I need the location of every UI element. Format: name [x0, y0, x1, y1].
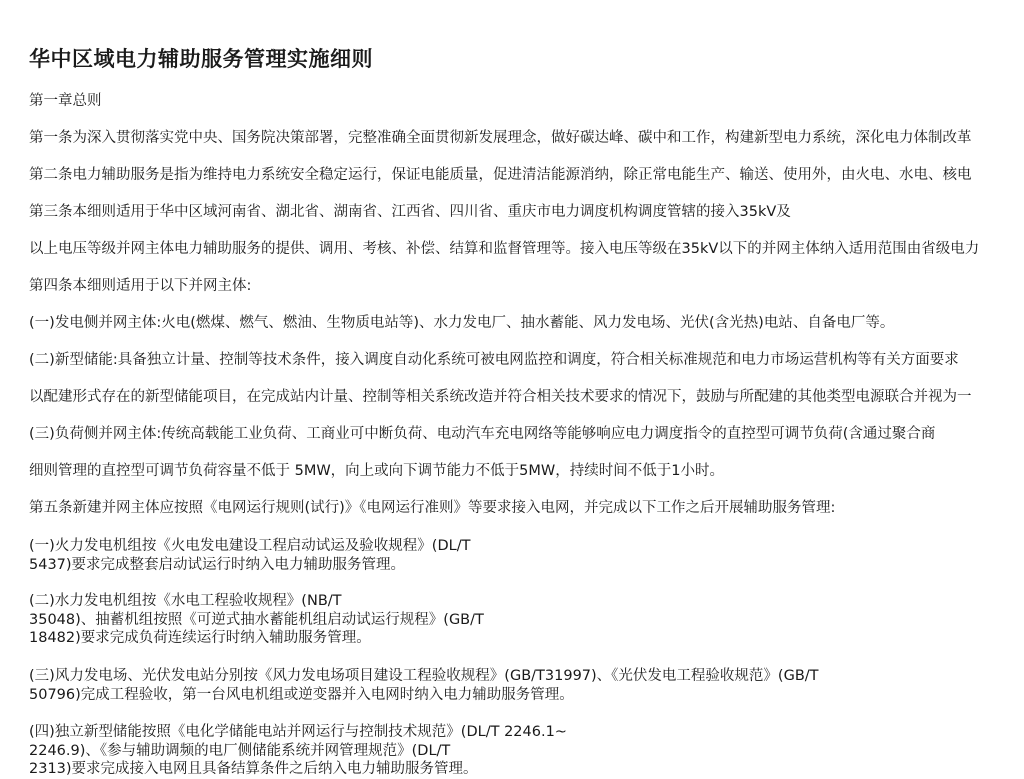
item-line: (三)风力发电场、光伏发电站分别按《风力发电场项目建设工程验收规程》(GB/T31997)、《光伏发电工程验收规范》(GB/T: [29, 668, 819, 684]
article-5-item-2: [29, 592, 484, 648]
article-3: 第三条本细则适用于华中区域河南省、湖北省、湖南省、江西省、四川省、重庆市电力调度机构调度管辖的接入35kV及: [29, 204, 791, 220]
article-4-item-2: (二)新型储能:具备独立计量、控制等技术条件，接入调度自动化系统可被电网监控和调度，符合相关标准规范和电力市场运营机构等有关方面要求: [29, 352, 959, 368]
article-4: 第四条本细则适用于以下并网主体:: [29, 278, 252, 294]
article-5: 第五条新建并网主体应按照《电网运行规则(试行)》《电网运行准则》等要求接入电网，并完成以下工作之后开展辅助服务管理:: [29, 500, 836, 516]
article-3-continued: 以上电压等级并网主体电力辅助服务的提供、调用、考核、补偿、结算和监督管理等。接入电压等级在35kV以下的并网主体纳入适用范围由省级电力: [29, 241, 980, 257]
item-line: (一)火力发电机组按《火电发电建设工程启动试运及验收规程》(DL/T: [29, 538, 471, 554]
article-4-item-2-continued: 以配建形式存在的新型储能项目，在完成站内计量、控制等相关系统改造并符合相关技术要求的情况下，鼓励与所配建的其他类型电源联合并视为一: [29, 389, 972, 405]
item-line: 35048)、抽蓄机组按照《可逆式抽水蓄能机组启动试运行规程》(GB/T: [29, 611, 484, 628]
item-line: 2246.9)、《参与辅助调频的电厂侧储能系统并网管理规范》(DL/T: [29, 742, 451, 759]
item-line: 2313)要求完成接入电网且具备结算条件之后纳入电力辅助服务管理。: [29, 761, 478, 777]
article-4-item-3: (三)负荷侧并网主体:传统高载能工业负荷、工商业可中断负荷、电动汽车充电网络等能够响应电力调度指令的直控型可调节负荷(含通过聚合商: [29, 426, 936, 442]
article-4-item-1: (一)发电侧并网主体:火电(燃煤、燃气、燃油、生物质电站等)、水力发电厂、抽水蓄能、风力发电场、光伏(含光热)电站、自备电厂等。: [29, 315, 895, 331]
document-title: 华中区域电力辅助服务管理实施细则: [29, 47, 373, 71]
article-2: 第二条电力辅助服务是指为维持电力系统安全稳定运行，保证电能质量，促进清洁能源消纳，除正常电能生产、输送、使用外，由火电、水电、核电: [29, 167, 972, 183]
article-5-item-1: [29, 537, 470, 574]
item-line: 50796)完成工程验收，第一台风电机组或逆变器并入电网时纳入电力辅助服务管理。: [29, 686, 574, 703]
article-4-item-3-continued: 细则管理的直控型可调节负荷容量不低于 5MW，向上或向下调节能力不低于5MW，持续时间不低于1小时。: [29, 463, 724, 479]
item-line: (二)水力发电机组按《水电工程验收规程》(NB/T: [29, 593, 342, 609]
article-1: 第一条为深入贯彻落实党中央、国务院决策部署，完整准确全面贯彻新发展理念，做好碳达峰、碳中和工作，构建新型电力系统，深化电力体制改革: [29, 130, 972, 146]
article-5-item-3: [29, 667, 819, 704]
item-line: (四)独立新型储能按照《电化学储能电站并网运行与控制技术规范》(DL/T 2246.1~: [29, 724, 567, 740]
item-line: 5437)要求完成整套启动试运行时纳入电力辅助服务管理。: [29, 556, 406, 573]
article-5-item-4: [29, 723, 567, 779]
chapter-heading: 第一章总则: [29, 93, 102, 109]
item-line: 18482)要求完成负荷连续运行时纳入辅助服务管理。: [29, 630, 371, 646]
